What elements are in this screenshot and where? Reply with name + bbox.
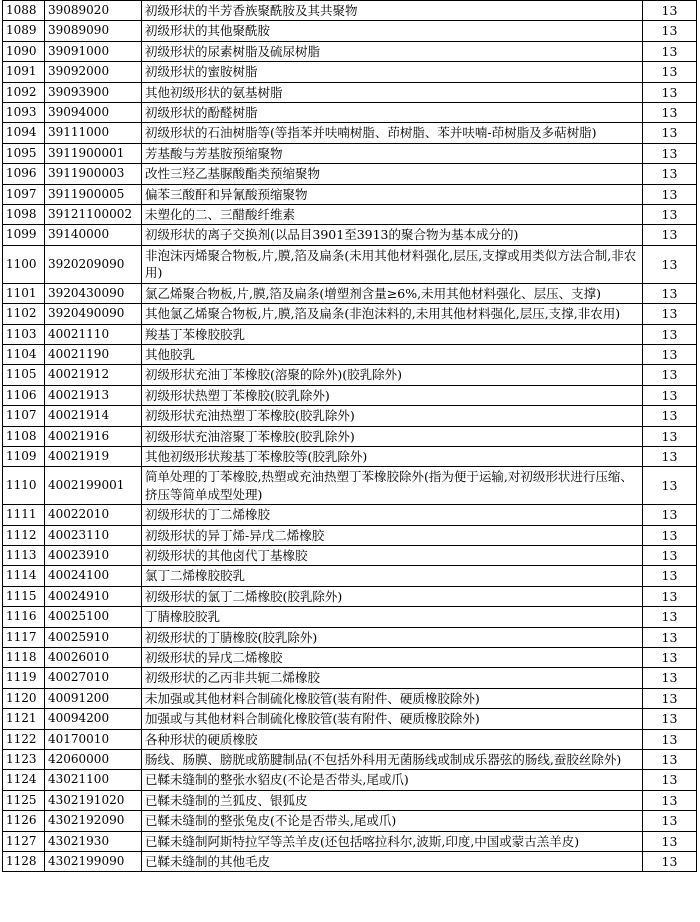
row-number: 1110 [3, 467, 45, 505]
table-row [3, 1, 697, 21]
table-row [3, 365, 697, 385]
table-row [3, 648, 697, 668]
row-number: 1105 [3, 365, 45, 385]
table-row [3, 62, 697, 82]
table-row [3, 770, 697, 790]
goods-description: 初级形状的蜜胺树脂 [142, 62, 643, 82]
refund-rate: 13 [643, 82, 697, 102]
refund-rate: 13 [643, 770, 697, 790]
hs-code: 3920490090 [45, 304, 142, 324]
table-row [3, 831, 697, 851]
goods-description: 其他初级形状羧基丁苯橡胶等(胶乳除外) [142, 446, 643, 466]
table-row [3, 41, 697, 61]
table-row [3, 505, 697, 525]
goods-description: 初级形状的尿素树脂及硫尿树脂 [142, 41, 643, 61]
goods-description: 已鞣未缝制的兰狐皮、银狐皮 [142, 790, 643, 810]
table-row [3, 344, 697, 364]
row-number: 1124 [3, 770, 45, 790]
hs-code: 40026010 [45, 648, 142, 668]
refund-rate: 13 [643, 668, 697, 688]
table-row [3, 103, 697, 123]
table-row [3, 627, 697, 647]
row-number: 1128 [3, 852, 45, 872]
row-number: 1118 [3, 648, 45, 668]
hs-code: 39111000 [45, 123, 142, 143]
goods-description: 初级形状的异丁烯-异戊二烯橡胶 [142, 525, 643, 545]
hs-code: 4302192090 [45, 811, 142, 831]
table-row [3, 225, 697, 245]
refund-rate: 13 [643, 525, 697, 545]
table-row [3, 467, 697, 505]
goods-description: 初级形状的其他聚酰胺 [142, 21, 643, 41]
table-row [3, 205, 697, 225]
goods-description: 已鞣未缝制的整张水貂皮(不论是否带头,尾或爪) [142, 770, 643, 790]
hs-code: 4302199090 [45, 852, 142, 872]
table-row [3, 586, 697, 606]
hs-code: 40027010 [45, 668, 142, 688]
goods-description: 初级形状的半芳香族聚酰胺及其共聚物 [142, 1, 643, 21]
goods-description: 初级形状的丁二烯橡胶 [142, 505, 643, 525]
row-number: 1116 [3, 607, 45, 627]
table-row [3, 566, 697, 586]
row-number: 1108 [3, 426, 45, 446]
refund-rate: 13 [643, 729, 697, 749]
table-row [3, 406, 697, 426]
refund-rate: 13 [643, 365, 697, 385]
refund-rate: 13 [643, 831, 697, 851]
row-number: 1113 [3, 545, 45, 565]
row-number: 1125 [3, 790, 45, 810]
goods-description: 初级形状热塑丁苯橡胶(胶乳除外) [142, 385, 643, 405]
refund-rate: 13 [643, 385, 697, 405]
refund-rate: 13 [643, 283, 697, 303]
table-row [3, 143, 697, 163]
hs-code: 40170010 [45, 729, 142, 749]
row-number: 1111 [3, 505, 45, 525]
row-number: 1120 [3, 688, 45, 708]
row-number: 1093 [3, 103, 45, 123]
row-number: 1101 [3, 283, 45, 303]
hs-code: 39094000 [45, 103, 142, 123]
hs-code: 40022010 [45, 505, 142, 525]
row-number: 1117 [3, 627, 45, 647]
row-number: 1090 [3, 41, 45, 61]
table-row [3, 184, 697, 204]
refund-rate: 13 [643, 324, 697, 344]
goods-description: 初级形状的石油树脂等(等指苯并呋喃树脂、茚树脂、苯并呋喃-茚树脂及多萜树脂) [142, 123, 643, 143]
refund-rate: 13 [643, 709, 697, 729]
hs-code: 39140000 [45, 225, 142, 245]
hs-code: 40024910 [45, 586, 142, 606]
refund-rate: 13 [643, 103, 697, 123]
refund-rate: 13 [643, 41, 697, 61]
hs-code: 40021913 [45, 385, 142, 405]
goods-description: 初级形状的其他卤代丁基橡胶 [142, 545, 643, 565]
goods-description: 其他初级形状的氨基树脂 [142, 82, 643, 102]
goods-description: 偏苯三酸酐和异氰酸预缩聚物 [142, 184, 643, 204]
table-row [3, 385, 697, 405]
goods-description: 初级形状的氯丁二烯橡胶(胶乳除外) [142, 586, 643, 606]
refund-rate: 13 [643, 566, 697, 586]
hs-code: 40025100 [45, 607, 142, 627]
goods-description: 初级形状的乙丙非共轭二烯橡胶 [142, 668, 643, 688]
hs-code: 43021930 [45, 831, 142, 851]
goods-description: 初级形状充油溶聚丁苯橡胶(胶乳除外) [142, 426, 643, 446]
refund-rate: 13 [643, 21, 697, 41]
row-number: 1127 [3, 831, 45, 851]
refund-rate: 13 [643, 627, 697, 647]
refund-rate: 13 [643, 245, 697, 283]
row-number: 1104 [3, 344, 45, 364]
goods-description: 未加强或其他材料合制硫化橡胶管(装有附件、硬质橡胶除外) [142, 688, 643, 708]
goods-description: 其他氯乙烯聚合物板,片,膜,箔及扁条(非泡沫料的,未用其他材料强化,层压,支撑,非农用) [142, 304, 643, 324]
hs-code: 40021916 [45, 426, 142, 446]
goods-description: 丁腈橡胶胶乳 [142, 607, 643, 627]
goods-description: 初级形状充油丁苯橡胶(溶聚的除外)(胶乳除外) [142, 365, 643, 385]
table-row [3, 525, 697, 545]
table-row [3, 668, 697, 688]
table-row [3, 283, 697, 303]
table-row [3, 82, 697, 102]
hs-code: 3911900005 [45, 184, 142, 204]
refund-rate: 13 [643, 225, 697, 245]
goods-description: 初级形状的异戊二烯橡胶 [142, 648, 643, 668]
refund-rate: 13 [643, 62, 697, 82]
refund-rate: 13 [643, 164, 697, 184]
table-row [3, 164, 697, 184]
row-number: 1088 [3, 1, 45, 21]
refund-rate: 13 [643, 811, 697, 831]
table-row [3, 688, 697, 708]
row-number: 1123 [3, 750, 45, 770]
table-row [3, 426, 697, 446]
goods-description: 加强或与其他材料合制硫化橡胶管(装有附件、硬质橡胶除外) [142, 709, 643, 729]
goods-description: 未塑化的二、三醋酸纤维素 [142, 205, 643, 225]
hs-code: 40025910 [45, 627, 142, 647]
row-number: 1103 [3, 324, 45, 344]
goods-description: 各种形状的硬质橡胶 [142, 729, 643, 749]
table-row [3, 607, 697, 627]
table-body [3, 1, 697, 872]
goods-description: 羧基丁苯橡胶胶乳 [142, 324, 643, 344]
row-number: 1089 [3, 21, 45, 41]
row-number: 1126 [3, 811, 45, 831]
tax-rate-table [2, 0, 697, 872]
row-number: 1097 [3, 184, 45, 204]
hs-code: 3911900001 [45, 143, 142, 163]
hs-code: 40021110 [45, 324, 142, 344]
goods-description: 氯乙烯聚合物板,片,膜,箔及扁条(增塑剂含量≥6%,未用其他材料强化、层压、支撑) [142, 283, 643, 303]
refund-rate: 13 [643, 1, 697, 21]
row-number: 1096 [3, 164, 45, 184]
hs-code: 39121100002 [45, 205, 142, 225]
row-number: 1100 [3, 245, 45, 283]
refund-rate: 13 [643, 607, 697, 627]
table-row [3, 811, 697, 831]
hs-code: 42060000 [45, 750, 142, 770]
row-number: 1121 [3, 709, 45, 729]
table-row [3, 750, 697, 770]
hs-code: 4302191020 [45, 790, 142, 810]
goods-description: 简单处理的丁苯橡胶,热塑或充油热塑丁苯橡胶除外(指为便于运输,对初级形状进行压缩、挤压等简单成型处理) [142, 467, 643, 505]
goods-description: 其他胶乳 [142, 344, 643, 364]
refund-rate: 13 [643, 586, 697, 606]
goods-description: 已鞣未缝制的其他毛皮 [142, 852, 643, 872]
table-row [3, 245, 697, 283]
hs-code: 3911900003 [45, 164, 142, 184]
row-number: 1092 [3, 82, 45, 102]
row-number: 1091 [3, 62, 45, 82]
table-row [3, 709, 697, 729]
hs-code: 40021919 [45, 446, 142, 466]
row-number: 1099 [3, 225, 45, 245]
goods-description: 初级形状的离子交换剂(以品目3901至3913的聚合物为基本成分的) [142, 225, 643, 245]
hs-code: 39089020 [45, 1, 142, 21]
hs-code: 40023110 [45, 525, 142, 545]
row-number: 1112 [3, 525, 45, 545]
refund-rate: 13 [643, 852, 697, 872]
row-number: 1119 [3, 668, 45, 688]
refund-rate: 13 [643, 123, 697, 143]
goods-description: 非泡沫丙烯聚合物板,片,膜,箔及扁条(未用其他材料强化,层压,支撑或用类似方法合制,非农用) [142, 245, 643, 283]
hs-code: 40021912 [45, 365, 142, 385]
hs-code: 3920430090 [45, 283, 142, 303]
row-number: 1094 [3, 123, 45, 143]
goods-description: 芳基酸与芳基胺预缩聚物 [142, 143, 643, 163]
row-number: 1114 [3, 566, 45, 586]
row-number: 1109 [3, 446, 45, 466]
table-row [3, 324, 697, 344]
row-number: 1106 [3, 385, 45, 405]
table-row [3, 446, 697, 466]
hs-code: 40023910 [45, 545, 142, 565]
goods-description: 初级形状充油热塑丁苯橡胶(胶乳除外) [142, 406, 643, 426]
refund-rate: 13 [643, 446, 697, 466]
refund-rate: 13 [643, 143, 697, 163]
table-row [3, 123, 697, 143]
refund-rate: 13 [643, 790, 697, 810]
hs-code: 40094200 [45, 709, 142, 729]
refund-rate: 13 [643, 688, 697, 708]
hs-code: 40091200 [45, 688, 142, 708]
hs-code: 40024100 [45, 566, 142, 586]
table-row [3, 729, 697, 749]
hs-code: 39091000 [45, 41, 142, 61]
hs-code: 43021100 [45, 770, 142, 790]
hs-code: 40021190 [45, 344, 142, 364]
table-row [3, 21, 697, 41]
goods-description: 肠线、肠膜、膀胱或筋腱制品(不包括外科用无菌肠线或制成乐器弦的肠线,蚕胶丝除外) [142, 750, 643, 770]
hs-code: 39093900 [45, 82, 142, 102]
table-row [3, 545, 697, 565]
row-number: 1098 [3, 205, 45, 225]
row-number: 1095 [3, 143, 45, 163]
row-number: 1102 [3, 304, 45, 324]
row-number: 1122 [3, 729, 45, 749]
refund-rate: 13 [643, 467, 697, 505]
refund-rate: 13 [643, 184, 697, 204]
goods-description: 初级形状的丁腈橡胶(胶乳除外) [142, 627, 643, 647]
refund-rate: 13 [643, 344, 697, 364]
hs-code: 3920209090 [45, 245, 142, 283]
goods-description: 改性三羟乙基脲酸酯类预缩聚物 [142, 164, 643, 184]
refund-rate: 13 [643, 648, 697, 668]
refund-rate: 13 [643, 205, 697, 225]
goods-description: 初级形状的酚醛树脂 [142, 103, 643, 123]
goods-description: 氯丁二烯橡胶胶乳 [142, 566, 643, 586]
table-row [3, 852, 697, 872]
goods-description: 已鞣未缝制的整张兔皮(不论是否带头,尾或爪) [142, 811, 643, 831]
refund-rate: 13 [643, 304, 697, 324]
hs-code: 39092000 [45, 62, 142, 82]
refund-rate: 13 [643, 750, 697, 770]
row-number: 1107 [3, 406, 45, 426]
row-number: 1115 [3, 586, 45, 606]
refund-rate: 13 [643, 505, 697, 525]
goods-description: 已鞣未缝制阿斯特拉罕等羔羊皮(还包括喀拉科尔,波斯,印度,中国或蒙古羔羊皮) [142, 831, 643, 851]
table-row [3, 790, 697, 810]
table-row [3, 304, 697, 324]
hs-code: 39089090 [45, 21, 142, 41]
refund-rate: 13 [643, 406, 697, 426]
hs-code: 40021914 [45, 406, 142, 426]
refund-rate: 13 [643, 426, 697, 446]
hs-code: 4002199001 [45, 467, 142, 505]
refund-rate: 13 [643, 545, 697, 565]
